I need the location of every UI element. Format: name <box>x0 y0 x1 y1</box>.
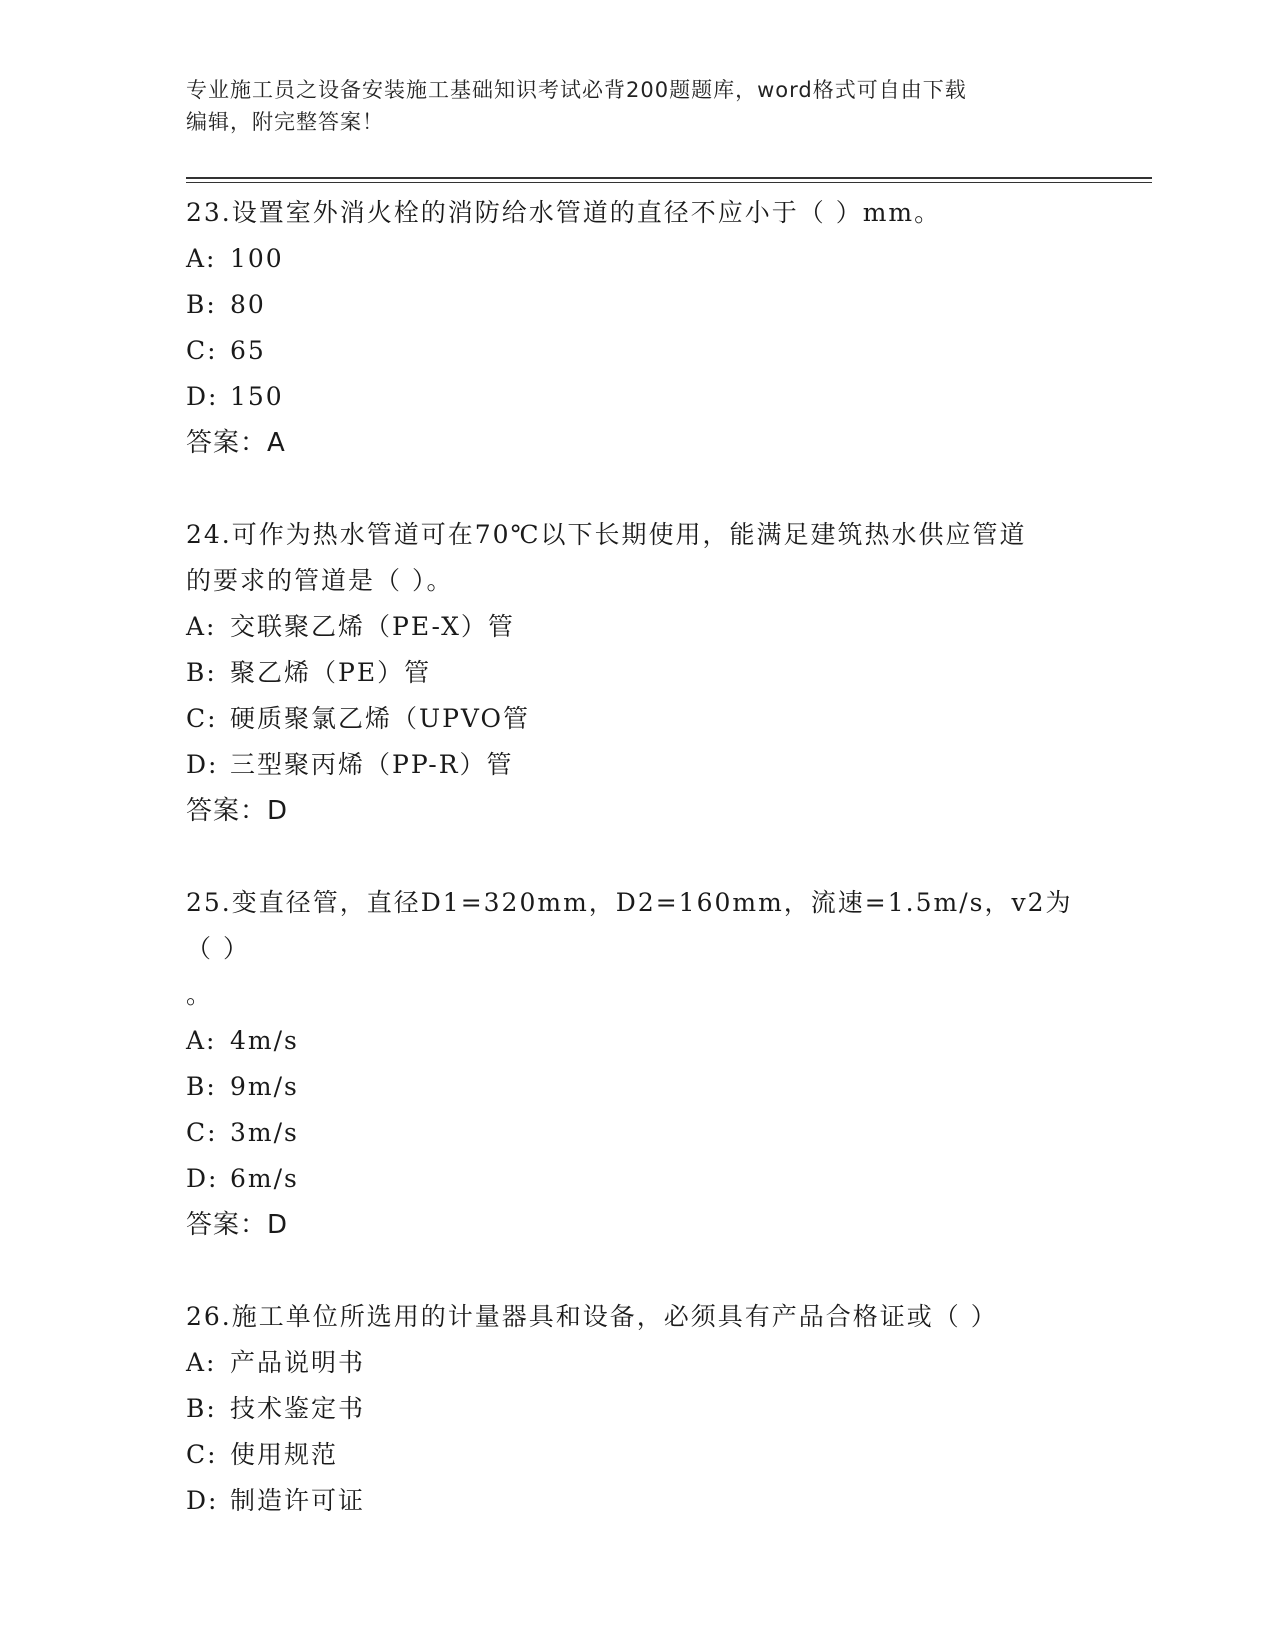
header-divider-thick <box>186 177 1152 179</box>
option-a <box>186 236 1086 282</box>
option-letter: B: <box>186 1072 217 1101</box>
option-text: 三型聚丙烯（PP-R）管 <box>230 750 514 779</box>
question-stem-line-1: 25.变直径管，直径D1=320mm，D2=160mm，流速=1.5m/s，v2为（ ） <box>186 888 1073 963</box>
question-stem-line-2: 的要求的管道是（ ）。 <box>186 566 454 595</box>
option-text: 使用规范 <box>230 1440 339 1469</box>
answer-line: 答案：D <box>186 1210 289 1240</box>
header-line-2: 编辑，附完整答案！ <box>186 110 384 134</box>
option-letter: A: <box>186 612 217 641</box>
option-text: 制造许可证 <box>230 1486 366 1515</box>
option-text: 100 <box>230 244 284 273</box>
question-24 <box>186 512 1086 834</box>
option-text: 产品说明书 <box>230 1348 366 1377</box>
question-26 <box>186 1294 1086 1524</box>
option-a <box>186 1340 1086 1386</box>
question-spacer <box>186 1248 1086 1294</box>
option-text: 聚乙烯（PE）管 <box>230 658 432 687</box>
option-text: 4m/s <box>230 1026 299 1055</box>
option-c <box>186 696 1086 742</box>
option-c <box>186 328 1086 374</box>
option-a <box>186 604 1086 650</box>
option-letter: D: <box>186 750 219 779</box>
option-letter: A: <box>186 244 217 273</box>
option-letter: D: <box>186 1164 219 1193</box>
option-letter: C: <box>186 1440 218 1469</box>
option-letter: A: <box>186 1348 217 1377</box>
option-text: 80 <box>230 290 266 319</box>
option-letter: C: <box>186 1118 218 1147</box>
header-divider-thin <box>186 182 1152 183</box>
question-stem-line-1: 24.可作为热水管道可在70℃以下长期使用，能满足建筑热水供应管道 <box>186 520 1027 549</box>
question-spacer <box>186 466 1086 512</box>
option-letter: B: <box>186 1394 217 1423</box>
answer-line: 答案：A <box>186 428 286 458</box>
question-stem: 23.设置室外消火栓的消防给水管道的直径不应小于（ ）mm。 <box>186 198 942 227</box>
option-text: 9m/s <box>230 1072 299 1101</box>
option-b <box>186 1386 1086 1432</box>
option-text: 150 <box>230 382 284 411</box>
document-header <box>186 74 1066 138</box>
option-letter: D: <box>186 382 219 411</box>
option-d <box>186 1478 1086 1524</box>
option-d <box>186 1156 1086 1202</box>
header-line-1: 专业施工员之设备安装施工基础知识考试必背200题题库，word格式可自由下载 <box>186 78 967 102</box>
option-letter: B: <box>186 290 217 319</box>
option-a <box>186 1018 1086 1064</box>
option-b <box>186 282 1086 328</box>
question-23 <box>186 190 1086 466</box>
option-text: 6m/s <box>230 1164 299 1193</box>
question-25 <box>186 880 1086 1248</box>
question-stem-line-2: 。 <box>186 980 214 1009</box>
option-text: 技术鉴定书 <box>230 1394 366 1423</box>
question-spacer <box>186 834 1086 880</box>
option-text: 交联聚乙烯（PE-X）管 <box>230 612 515 641</box>
option-letter: A: <box>186 1026 217 1055</box>
question-list <box>186 190 1086 1524</box>
option-text: 硬质聚氯乙烯（UPVO管 <box>230 704 531 733</box>
option-d <box>186 742 1086 788</box>
option-c <box>186 1432 1086 1478</box>
option-d <box>186 374 1086 420</box>
option-letter: C: <box>186 704 218 733</box>
option-text: 3m/s <box>230 1118 299 1147</box>
option-c <box>186 1110 1086 1156</box>
option-b <box>186 1064 1086 1110</box>
option-b <box>186 650 1086 696</box>
option-letter: C: <box>186 336 218 365</box>
answer-line: 答案：D <box>186 796 289 826</box>
option-letter: D: <box>186 1486 219 1515</box>
question-stem: 26.施工单位所选用的计量器具和设备，必须具有产品合格证或（ ） <box>186 1302 998 1331</box>
option-letter: B: <box>186 658 217 687</box>
option-text: 65 <box>230 336 266 365</box>
